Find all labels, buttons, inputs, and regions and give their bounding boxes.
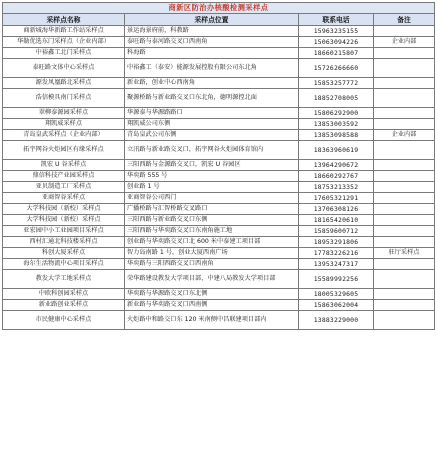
cell-name: 西村汇通北科技楼采样点 [3,237,125,248]
cell-note [374,48,435,59]
cell-phone: 18660292767 [299,171,374,182]
table-row [3,59,435,78]
cell-location: 泰旺路与泰河路交叉口西南角 [125,37,299,48]
cell-name: 教发大学工地采样点 [3,270,125,289]
cell-name: 大学科技园（新校）采样点 [3,215,125,226]
table-row [3,26,435,37]
cell-location: 火炬路中和路交口东 120 米南侧中昌联建项目部内 [125,311,299,330]
cell-location: 景运海景府前，科教路 [125,26,299,37]
cell-note [374,226,435,237]
cell-phone: 18363960619 [299,141,374,160]
cell-phone: 18852708005 [299,89,374,108]
cell-note: 企业内部 [374,130,435,141]
cell-location: 中裕鑫工（泰安）能源发展控股有限公司东北角 [125,59,299,78]
cell-name: 凯宏 U 谷采样点 [3,160,125,171]
cell-location: 亚商智谷公司西门 [125,193,299,204]
cell-location: 三阳西路与新业路交叉口东侧 [125,215,299,226]
table-row [3,108,435,119]
cell-phone: 13853098588 [299,130,374,141]
cell-phone: 18660215807 [299,48,374,59]
cell-note [374,171,435,182]
cell-phone: 18005329605 [299,289,374,300]
cell-phone: 17605321291 [299,193,374,204]
cell-phone: 13964290672 [299,160,374,171]
table-row [3,160,435,171]
cell-phone: 15853257772 [299,78,374,89]
cell-location: 三阳西路与华奕路交叉口东南角施工地 [125,226,299,237]
cell-name: 翔凯威采样点 [3,119,125,130]
cell-note [374,141,435,160]
cell-location: 三阳西路与金源路交叉口，凯宏 U 谷园区 [125,160,299,171]
table-row [3,270,435,289]
cell-phone: 15806292900 [299,108,374,119]
cell-phone: 15859600712 [299,226,374,237]
table-row [3,311,435,330]
table-row [3,182,435,193]
cell-note [374,59,435,78]
cell-location: 智力岛南路 1 号，创业大厦西南广场 [125,248,299,259]
header-note: 备注 [374,14,435,26]
cell-name: 青岛皇武采样点（企业内部） [3,130,125,141]
cell-name: 大学科技园（新校）采样点 [3,204,125,215]
cell-name: 华勒优选东门采样点（企业内部） [3,37,125,48]
cell-note: 驻厅采样点 [374,248,435,259]
cell-name: 科创大厦采样点 [3,248,125,259]
header-location: 采样点位置 [125,14,299,26]
table-row [3,237,435,248]
table-row [3,171,435,182]
cell-name: 中裕鑫工北门采样点 [3,48,125,59]
cell-location: 科海路 [125,48,299,59]
header-name: 采样点名称 [3,14,125,26]
cell-name: 商新城海华新路工作站采样点 [3,26,125,37]
cell-phone: 13706308126 [299,204,374,215]
cell-note [374,89,435,108]
cell-name: 翠柳泰源园采样点 [3,108,125,119]
table-row [3,300,435,311]
cell-note [374,193,435,204]
table-title: 商新区防治办核酸检测采样点 [3,3,435,14]
cell-phone: 15726266660 [299,59,374,78]
cell-phone: 18165420610 [299,215,374,226]
cell-location: 广播桥路与汇智桥路交叉路口 [125,204,299,215]
table-row [3,130,435,141]
cell-name: 亚商智谷采样点 [3,193,125,204]
cell-note: 企业内部 [374,37,435,48]
header-row [3,14,435,26]
cell-note [374,259,435,270]
cell-name: 亚宏园中小工业园项目采样点 [3,226,125,237]
table-row [3,289,435,300]
cell-location: 华奕路与三阳西路交叉口西南角 [125,259,299,270]
cell-location: 华奕路与华源路交叉口东北侧 [125,289,299,300]
cell-phone: 13883229000 [299,311,374,330]
table-row [3,204,435,215]
cell-phone: 18753213352 [299,182,374,193]
table-row [3,37,435,48]
cell-location: 华奕路 555 号 [125,171,299,182]
cell-name: 亚贝制造工厂采样点 [3,182,125,193]
cell-phone: 15063094226 [299,37,374,48]
cell-name: 拓宇网谷火炬园区有缘采样点 [3,141,125,160]
cell-note [374,270,435,289]
cell-note [374,78,435,89]
cell-location: 新业路，创业中心西南角 [125,78,299,89]
cell-phone: 17783226216 [299,248,374,259]
cell-note [374,160,435,171]
table-row [3,248,435,259]
cell-note [374,108,435,119]
cell-name: 市民健康中心采样点 [3,311,125,330]
cell-phone: 13853003592 [299,119,374,130]
table-row [3,141,435,160]
header-phone: 联系电话 [299,14,374,26]
table-row [3,215,435,226]
cell-phone: 13953247317 [299,259,374,270]
cell-phone: 15589992256 [299,270,374,289]
cell-name: 泰旺路文体中心采样点 [3,59,125,78]
cell-name: 新业路创业采样点 [3,300,125,311]
cell-location: 聚源桥路与新业路交叉口东北角，德明源控北面 [125,89,299,108]
table-row [3,89,435,108]
cell-phone: 15863062004 [299,300,374,311]
cell-name: 源发凤凰路北采样点 [3,78,125,89]
table-row [3,48,435,59]
table-row [3,193,435,204]
cell-location: 新业路与华奕路交叉口西南侧 [125,300,299,311]
table-row [3,226,435,237]
cell-name: 中欧科创园采样点 [3,289,125,300]
table-row [3,259,435,270]
cell-location: 华源泰与华源路路口 [125,108,299,119]
table-row [3,78,435,89]
cell-name: 浩信模具南门采样点 [3,89,125,108]
cell-location: 立汛路与新业路交叉口，拓宇网谷火炬园体育馆内 [125,141,299,160]
cell-name: 鼎信科技产业园采样点 [3,171,125,182]
cell-note [374,26,435,37]
cell-note [374,289,435,300]
cell-note [374,182,435,193]
cell-note [374,119,435,130]
cell-note [374,311,435,330]
cell-location: 创业路 1 号 [125,182,299,193]
cell-location: 翔凯威公司东侧 [125,119,299,130]
cell-note [374,204,435,215]
sampling-points-table [2,2,435,330]
cell-note [374,300,435,311]
cell-location: 青岛皇武公司东侧 [125,130,299,141]
cell-note [374,215,435,226]
cell-location: 创业路与华奕路交叉口北 600 米中泰建工项目部 [125,237,299,248]
cell-note [374,237,435,248]
cell-phone: 18953291806 [299,237,374,248]
cell-phone: 15963235155 [299,26,374,37]
cell-location: 荣华路建设教发大学项目部，中建八局教发大学项目部 [125,270,299,289]
cell-name: 海尔生活物流中心项目采样点 [3,259,125,270]
table-row [3,119,435,130]
